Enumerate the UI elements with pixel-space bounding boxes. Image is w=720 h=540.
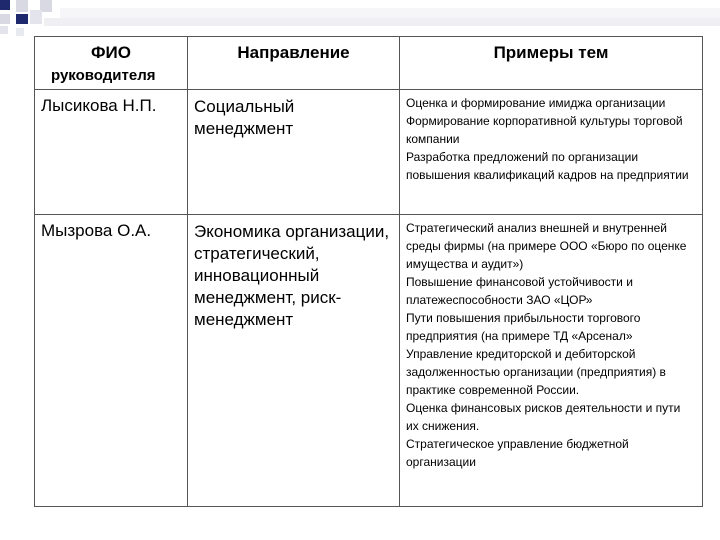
supervisors-table bbox=[34, 36, 703, 507]
topic-item: Пути повышения прибыльности торгового предприятия (на примере ТД «Арсенал» bbox=[406, 311, 641, 343]
header-topics-cell bbox=[400, 37, 703, 90]
topic-item: Стратегическое управление бюджетной организации bbox=[406, 437, 629, 469]
table-row bbox=[35, 215, 703, 507]
header-direction: Направление bbox=[237, 43, 350, 62]
topic-item: Оценка и формирование имиджа организации bbox=[406, 96, 666, 110]
direction-text: Экономика организации, стратегический, инновационный менеджмент, риск-менеджмент bbox=[188, 215, 400, 507]
header-direction-cell bbox=[188, 37, 400, 90]
header-topics: Примеры тем bbox=[493, 43, 609, 62]
topics-cell bbox=[400, 90, 703, 215]
topic-item: Управление кредиторской и дебиторской задолженностью организации (предприятия) в практике современной России. bbox=[406, 347, 666, 397]
topic-item: Формирование корпоративной культуры торговой компании bbox=[406, 114, 683, 146]
topic-item: Оценка финансовых рисков деятельности и пути их снижения. bbox=[406, 401, 681, 433]
table-header-row bbox=[35, 37, 703, 90]
table-row bbox=[35, 90, 703, 215]
supervisor-name: Мызрова О.А. bbox=[35, 215, 188, 507]
supervisor-name: Лысикова Н.П. bbox=[35, 90, 188, 215]
decorative-corner-pattern bbox=[0, 0, 720, 40]
topics-cell bbox=[400, 215, 703, 507]
topic-item: Разработка предложений по организации повышения квалификаций кадров на предприятии bbox=[406, 150, 689, 182]
topic-item: Повышение финансовой устойчивости и платежеспособности ЗАО «ЦОР» bbox=[406, 275, 633, 307]
direction-text: Социальный менеджмент bbox=[188, 90, 400, 215]
topic-item: Стратегический анализ внешней и внутренней среды фирмы (на примере ООО «Бюро по оценке имущества и аудит») bbox=[406, 221, 687, 271]
header-name: ФИО bbox=[91, 43, 131, 62]
header-name-cell bbox=[35, 37, 188, 90]
header-name-sub: руководителя bbox=[51, 67, 156, 84]
